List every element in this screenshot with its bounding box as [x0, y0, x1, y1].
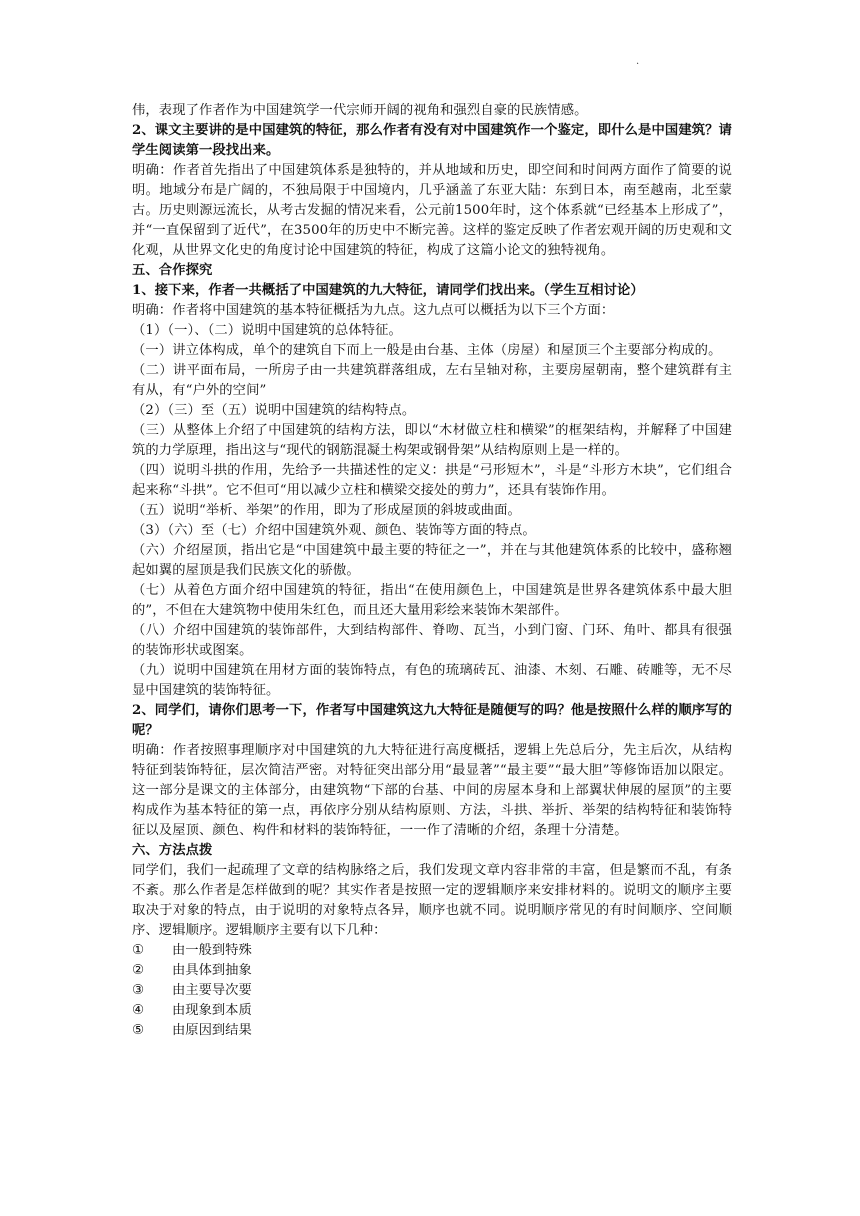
paragraph: 同学们，我们一起疏理了文章的结构脉络之后，我们发现文章内容非常的丰富，但是繁而不乱，有条不紊。那么作者是怎样做到的呢？其实作者是按照一定的逻辑顺序来安排材料的。说明文的顺序主要取决于对象的特点，由于说明的对象特点各异，顺序也就不同。说明顺序常见的有时间顺序、空间顺序、逻辑顺序。逻辑顺序主要有以下几种： [132, 863, 732, 938]
section-heading: 六、方法点拨 [132, 843, 213, 858]
question-heading: 1、接下来，作者一共概括了中国建筑的九大特征，请同学们找出来。（学生互相讨论） [132, 283, 644, 298]
list-marker: ③ [132, 983, 144, 998]
list-item-text: 由主要导次要 [172, 983, 252, 998]
paragraph: （一）讲立体构成，单个的建筑自下而上一般是由台基、主体（房屋）和屋顶三个主要部分构成的。 [132, 343, 722, 358]
paragraph: 明确：作者首先指出了中国建筑体系是独特的，并从地域和历史，即空间和时间两方面作了简要的说明。地域分布是广阔的，不独局限于中国境内，几乎涵盖了东亚大陆：东到日本，南至越南，北至蒙古。历史则源远流长，从考古发掘的情况来看，公元前1500年时，这个体系就“已经基本上形成了”，并“一直保留到了近代”，在3500年的历史中不断完善。这样的鉴定反映了作者宏观开阔的历史观和文化观，从世界文化史的角度讨论中国建筑的特征，构成了这篇小论文的独特视角。 [132, 163, 732, 258]
list-item [132, 941, 732, 961]
list-marker: ① [132, 943, 144, 958]
list-item-text: 由原因到结果 [172, 1023, 252, 1038]
question-heading: 2、课文主要讲的是中国建筑的特征，那么作者有没有对中国建筑作一个鉴定，即什么是中国建筑？请学生阅读第一段找出来。 [132, 123, 732, 158]
paragraph: （四）说明斗拱的作用，先给予一共描述性的定义：拱是“弓形短木”，斗是“斗形方木块”，它们组合起来称“斗拱”。它不但可“用以减少立柱和横梁交接处的剪力”，还具有装饰作用。 [132, 463, 732, 498]
document-body [132, 101, 732, 1041]
question-heading: 2、同学们，请你们思考一下，作者写中国建筑这九大特征是随便写的吗？他是按照什么样的顺序写的呢？ [132, 703, 732, 738]
paragraph: （九）说明中国建筑在用材方面的装饰特点，有色的琉璃砖瓦、油漆、木刻、石雕、砖雕等，无不尽显中国建筑的装饰特征。 [132, 663, 732, 698]
header-mark: . [636, 56, 640, 67]
list-item [132, 981, 732, 1001]
paragraph: （2）（三）至（五）说明中国建筑的结构特点。 [132, 403, 416, 418]
paragraph: （1）（一）、（二）说明中国建筑的总体特征。 [132, 323, 402, 338]
list-item-text: 由具体到抽象 [172, 963, 252, 978]
paragraph: （二）讲平面布局，一所房子由一共建筑群落组成，左右呈轴对称，主要房屋朝南，整个建筑群有主有从，有“户外的空间” [132, 363, 732, 398]
paragraph: （三）从整体上介绍了中国建筑的结构方法，即以“木材做立柱和横梁”的框架结构，并解释了中国建筑的力学原理，指出这与“现代的钢筋混凝土构架或钢骨架”从结构原则上是一样的。 [132, 423, 732, 458]
list-marker: ⑤ [132, 1023, 144, 1038]
list-item [132, 1001, 732, 1021]
paragraph: 明确：作者按照事理顺序对中国建筑的九大特征进行高度概括，逻辑上先总后分，先主后次，从结构特征到装饰特征，层次简洁严密。对特征突出部分用“最显著”“最主要”“最大胆”等修饰语加以限定。这一部分是课文的主体部分，由建筑物“下部的台基、中间的房屋本身和上部翼状伸展的屋顶”的主要构成作为基本特征的第一点，再依序分别从结构原则、方法，斗拱、举折、举架的结构特征和装饰特征以及屋顶、颜色、构件和材料的装饰特征，一一作了清晰的介绍，条理十分清楚。 [132, 743, 732, 838]
paragraph: （六）介绍屋顶，指出它是“中国建筑中最主要的特征之一”，并在与其他建筑体系的比较中，盛称翘起如翼的屋顶是我们民族文化的骄傲。 [132, 543, 732, 578]
paragraph: 伟，表现了作者作为中国建筑学一代宗师开阔的视角和强烈自豪的民族情感。 [132, 103, 588, 118]
section-heading: 五、合作探究 [132, 263, 213, 278]
list-item [132, 961, 732, 981]
list-item-text: 由一般到特殊 [172, 943, 252, 958]
paragraph: （3）（六）至（七）介绍中国建筑外观、颜色、装饰等方面的特点。 [132, 523, 536, 538]
list-marker: ④ [132, 1003, 144, 1018]
paragraph: （五）说明“举析、举架”的作用，即为了形成屋顶的斜坡或曲面。 [132, 503, 521, 518]
list-marker: ② [132, 963, 144, 978]
list-item [132, 1021, 732, 1041]
paragraph: （七）从着色方面介绍中国建筑的特征，指出“在使用颜色上，中国建筑是世界各建筑体系中最大胆的”，不但在大建筑物中使用朱红色，而且还大量用彩绘来装饰木架部件。 [132, 583, 732, 618]
paragraph: （八）介绍中国建筑的装饰部件，大到结构部件、脊吻、瓦当，小到门窗、门环、角叶、都具有很强的装饰形状或图案。 [132, 623, 732, 658]
list-item-text: 由现象到本质 [172, 1003, 252, 1018]
paragraph: 明确：作者将中国建筑的基本特征概括为九点。这九点可以概括为以下三个方面： [132, 303, 615, 318]
